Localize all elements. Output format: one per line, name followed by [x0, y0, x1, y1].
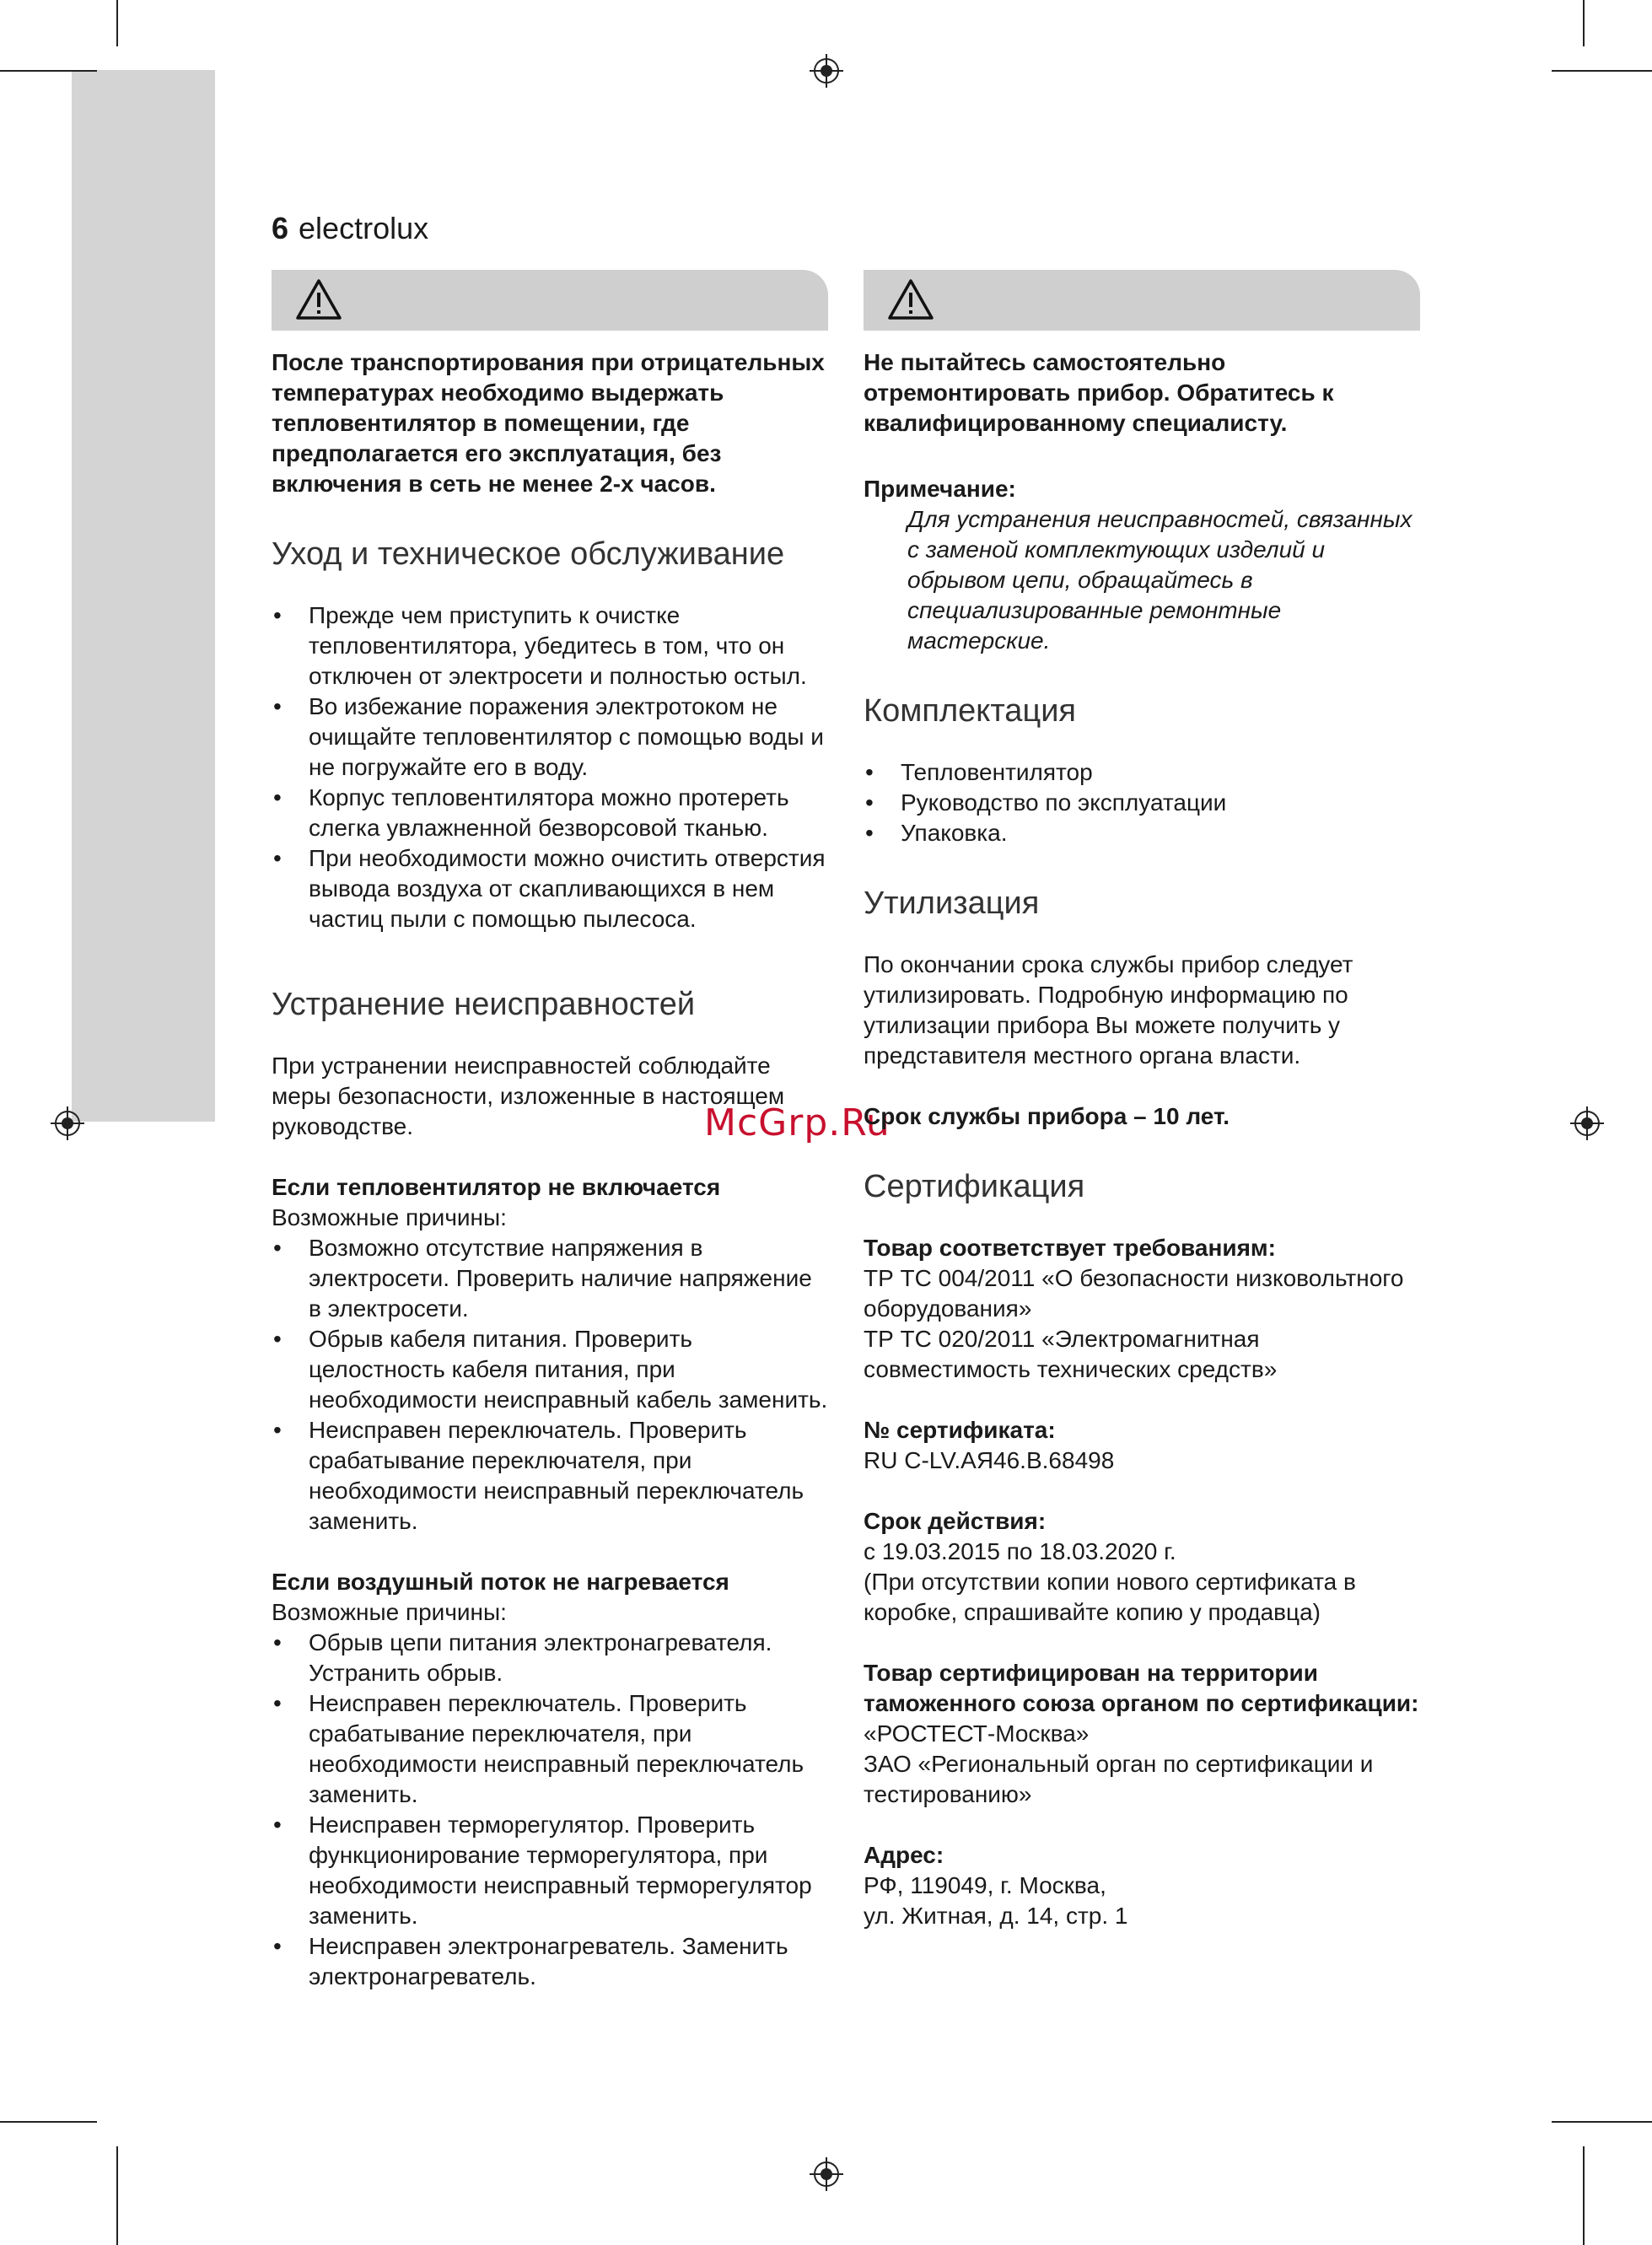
warning-triangle-icon: [295, 278, 342, 320]
causes-label: Возможные причины:: [272, 1599, 507, 1625]
validity-note: (При отсутствии копии нового сертификата в коробке, спрашивайте копию у продавца): [864, 1569, 1356, 1625]
case-no-heat-list: [272, 1628, 828, 1992]
list-item: • Корпус тепловентилятора можно протереть слегка увлажненной безворсовой тканью.: [272, 783, 828, 843]
certification-heading: Сертификация: [864, 1169, 1085, 1204]
list-item: • Обрыв кабеля питания. Проверить целостность кабеля питания, при необходимости неисправный кабель заменить.: [272, 1324, 828, 1415]
crop-mark: [1552, 2121, 1652, 2123]
certification-body: ЗАО «Региональный орган по сертификации и тестированию»: [864, 1751, 1374, 1807]
warning-bar: [864, 270, 1420, 331]
disposal-text: По окончании срока службы прибор следует утилизировать. Подробную информацию по утилизации прибора Вы можете получить у представителя местного органа власти.: [864, 951, 1353, 1069]
certification-body-label: Товар сертифицирован на территории таможенного союза органом по сертификации:: [864, 1660, 1419, 1716]
kit-heading: Комплектация: [864, 693, 1077, 729]
troubleshooting-intro: При устранении неисправностей соблюдайте меры безопасности, изложенные в настоящем руководстве.: [272, 1053, 785, 1139]
left-column: [272, 270, 828, 1992]
address-line: ул. Житная, д. 14, стр. 1: [864, 1903, 1128, 1929]
list-item: • При необходимости можно очистить отверстия вывода воздуха от скапливающихся в нем частиц пыли с помощью пылесоса.: [272, 843, 828, 934]
case-no-heat-heading: Если воздушный поток не нагревается: [272, 1569, 729, 1595]
case-no-power-heading: Если тепловентилятор не включается: [272, 1174, 721, 1200]
list-item: • Упаковка.: [864, 818, 1420, 848]
requirements-label: Товар соответствует требованиям:: [864, 1235, 1276, 1261]
list-item: • Возможно отсутствие напряжения в электросети. Проверить наличие напряжение в электросети.: [272, 1233, 828, 1324]
care-heading: Уход и техническое обслуживание: [272, 536, 785, 572]
care-list: [272, 600, 828, 934]
list-item: • Неисправен переключатель. Проверить срабатывание переключателя, при необходимости неисправный переключатель заменить.: [272, 1415, 828, 1537]
list-item: • Тепловентилятор: [864, 757, 1420, 788]
list-item: • Неисправен электронагреватель. Заменить электронагреватель.: [272, 1931, 828, 1992]
requirement-item: ТР ТС 020/2011 «Электромагнитная совместимость технических средств»: [864, 1326, 1278, 1382]
side-gray-band: [72, 70, 215, 1122]
list-item: • Прежде чем приступить к очистке тепловентилятора, убедитесь в том, что он отключен от электросети и полностью остыл.: [272, 600, 828, 692]
address-line: РФ, 119049, г. Москва,: [864, 1872, 1106, 1898]
registration-mark-icon: [1570, 1106, 1604, 1140]
validity-period: с 19.03.2015 по 18.03.2020 г.: [864, 1538, 1176, 1564]
causes-label: Возможные причины:: [272, 1204, 507, 1230]
address-label: Адрес:: [864, 1842, 944, 1868]
service-life: Срок службы прибора – 10 лет.: [864, 1103, 1230, 1129]
crop-mark: [1552, 70, 1652, 72]
certificate-number: RU C-LV.АЯ46.В.68498: [864, 1447, 1115, 1473]
list-item: • Руководство по эксплуатации: [864, 788, 1420, 818]
case-no-power-list: [272, 1233, 828, 1537]
kit-list: [864, 757, 1420, 848]
validity-label: Срок действия:: [864, 1508, 1047, 1534]
certification-body: «РОСТЕСТ-Москва»: [864, 1720, 1090, 1747]
registration-mark-icon: [810, 54, 843, 88]
page-header: [272, 211, 428, 246]
certificate-number-label: № сертификата:: [864, 1417, 1056, 1443]
requirement-item: ТР ТС 004/2011 «О безопасности низковольтного оборудования»: [864, 1265, 1404, 1322]
list-item: • Во избежание поражения электротоком не очищайте тепловентилятор с помощью воды и не погружайте его в воду.: [272, 692, 828, 783]
crop-mark: [116, 2146, 118, 2245]
warning-bar: [272, 270, 828, 331]
crop-mark: [0, 70, 97, 72]
crop-mark: [1583, 2146, 1585, 2245]
repair-warning: Не пытайтесь самостоятельно отремонтировать прибор. Обратитесь к квалифицированному специалисту.: [864, 349, 1334, 436]
disposal-heading: Утилизация: [864, 886, 1040, 921]
troubleshooting-heading: Устранение неисправностей: [272, 987, 696, 1022]
registration-mark-icon: [51, 1106, 84, 1140]
list-item: • Неисправен переключатель. Проверить срабатывание переключателя, при необходимости неисправный переключатель заменить.: [272, 1688, 828, 1810]
brand-name: electrolux: [299, 211, 429, 245]
page-number: 6: [272, 211, 289, 245]
registration-mark-icon: [810, 2157, 843, 2191]
list-item: • Неисправен терморегулятор. Проверить функционирование терморегулятора, при необходимости неисправный терморегулятор заменить.: [272, 1810, 828, 1931]
right-column: [864, 270, 1420, 1931]
list-item: • Обрыв цепи питания электронагревателя. Устранить обрыв.: [272, 1628, 828, 1688]
crop-mark: [0, 2121, 97, 2123]
watermark: McGrp.Ru: [704, 1101, 891, 1144]
crop-mark: [116, 0, 118, 46]
crop-mark: [1583, 0, 1585, 46]
warning-triangle-icon: [887, 278, 934, 320]
transport-warning: После транспортирования при отрицательных температурах необходимо выдержать тепловентилятор в помещении, где предполагается его эксплуатация, без включения в сеть не менее 2-х часов.: [272, 349, 825, 497]
note-text: Для устранения неисправностей, связанных с заменой комплектующих изделий и обрывом цепи, обращайтесь в специализированные ремонтные мастерские.: [907, 506, 1413, 654]
note-label: Примечание:: [864, 476, 1016, 502]
